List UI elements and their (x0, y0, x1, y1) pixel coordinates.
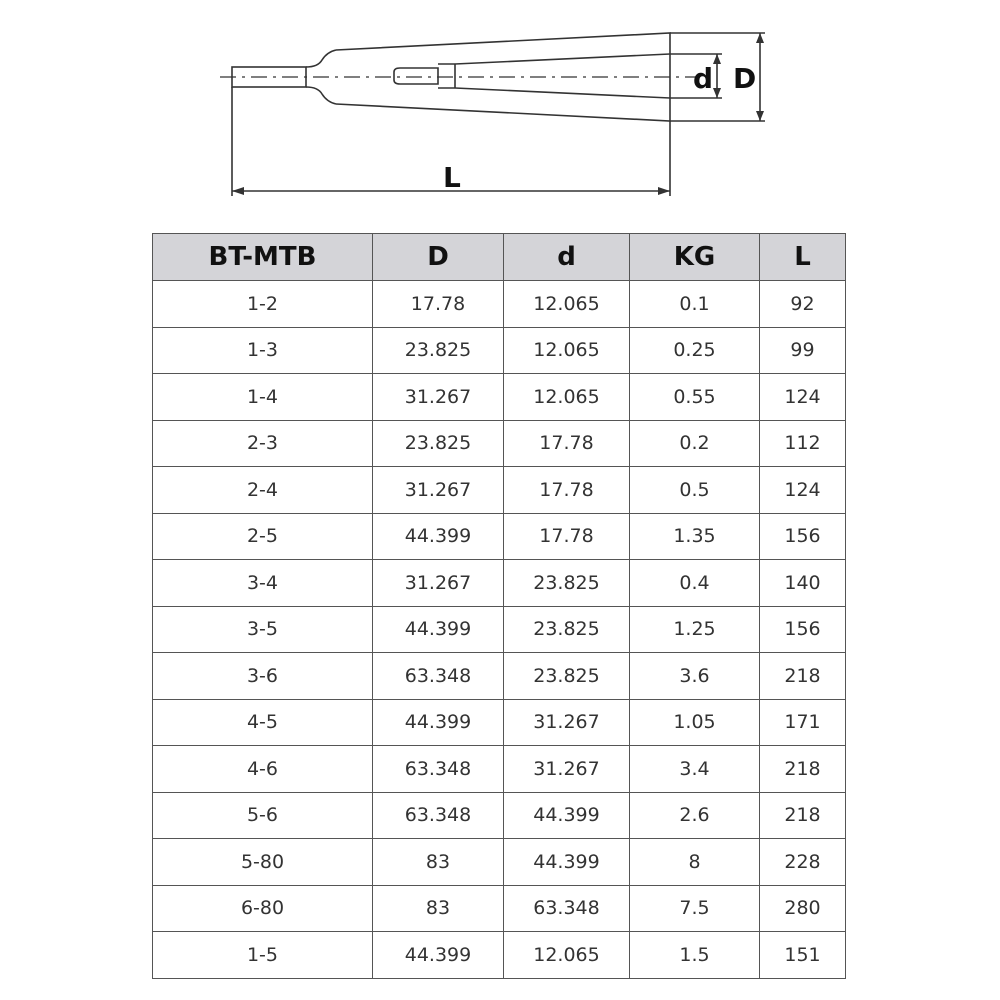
cell-small-diameter: 44.399 (504, 792, 630, 839)
cell-model: 2-3 (153, 420, 373, 467)
cell-length: 218 (760, 792, 846, 839)
cell-weight: 0.55 (630, 374, 760, 421)
cell-small-diameter: 12.065 (504, 374, 630, 421)
cell-large-diameter: 44.399 (373, 699, 504, 746)
length-label: L (443, 161, 461, 194)
cell-weight: 0.25 (630, 327, 760, 374)
cell-length: 99 (760, 327, 846, 374)
cell-small-diameter: 31.267 (504, 746, 630, 793)
cell-large-diameter: 83 (373, 839, 504, 886)
cell-model: 1-5 (153, 932, 373, 979)
column-header-large-diameter: D (373, 234, 504, 281)
cell-small-diameter: 44.399 (504, 839, 630, 886)
column-header-weight: KG (630, 234, 760, 281)
table-row (153, 606, 846, 653)
cell-small-diameter: 17.78 (504, 513, 630, 560)
table-row (153, 513, 846, 560)
cell-length: 228 (760, 839, 846, 886)
cell-length: 124 (760, 467, 846, 514)
cell-weight: 7.5 (630, 885, 760, 932)
cell-length: 171 (760, 699, 846, 746)
cell-weight: 0.1 (630, 281, 760, 328)
cell-model: 3-5 (153, 606, 373, 653)
cell-model: 2-5 (153, 513, 373, 560)
cell-length: 156 (760, 606, 846, 653)
column-header-length: L (760, 234, 846, 281)
cell-small-diameter: 12.065 (504, 932, 630, 979)
cell-length: 140 (760, 560, 846, 607)
cell-small-diameter: 17.78 (504, 467, 630, 514)
cell-large-diameter: 44.399 (373, 606, 504, 653)
table-row (153, 374, 846, 421)
cell-model: 1-4 (153, 374, 373, 421)
cell-large-diameter: 31.267 (373, 374, 504, 421)
adapter-bore (394, 68, 438, 84)
cell-model: 5-6 (153, 792, 373, 839)
cell-weight: 1.35 (630, 513, 760, 560)
cell-large-diameter: 63.348 (373, 746, 504, 793)
table-row (153, 699, 846, 746)
cell-weight: 1.5 (630, 932, 760, 979)
cell-model: 2-4 (153, 467, 373, 514)
cell-large-diameter: 17.78 (373, 281, 504, 328)
cell-small-diameter: 12.065 (504, 327, 630, 374)
cell-model: 6-80 (153, 885, 373, 932)
cell-model: 1-3 (153, 327, 373, 374)
cell-model: 1-2 (153, 281, 373, 328)
cell-weight: 0.4 (630, 560, 760, 607)
cell-length: 124 (760, 374, 846, 421)
table-row (153, 792, 846, 839)
cell-model: 4-5 (153, 699, 373, 746)
table-row (153, 932, 846, 979)
cell-small-diameter: 63.348 (504, 885, 630, 932)
cell-model: 3-4 (153, 560, 373, 607)
cell-weight: 8 (630, 839, 760, 886)
table-row (153, 281, 846, 328)
cell-weight: 3.4 (630, 746, 760, 793)
table-row (153, 885, 846, 932)
spec-table (152, 233, 846, 979)
small-diameter-label: d (693, 62, 714, 95)
cell-large-diameter: 23.825 (373, 327, 504, 374)
cell-large-diameter: 63.348 (373, 653, 504, 700)
cell-large-diameter: 44.399 (373, 513, 504, 560)
table-row (153, 653, 846, 700)
adapter-technical-drawing (0, 0, 1000, 215)
table-row (153, 467, 846, 514)
large-diameter-label: D (733, 62, 757, 95)
cell-small-diameter: 12.065 (504, 281, 630, 328)
cell-length: 218 (760, 653, 846, 700)
cell-weight: 0.2 (630, 420, 760, 467)
cell-weight: 1.05 (630, 699, 760, 746)
cell-small-diameter: 31.267 (504, 699, 630, 746)
cell-length: 280 (760, 885, 846, 932)
cell-model: 4-6 (153, 746, 373, 793)
column-header-small-diameter: d (504, 234, 630, 281)
table-row (153, 746, 846, 793)
cell-large-diameter: 31.267 (373, 467, 504, 514)
cell-length: 112 (760, 420, 846, 467)
table-row (153, 327, 846, 374)
table-body (153, 281, 846, 979)
cell-large-diameter: 83 (373, 885, 504, 932)
cell-weight: 2.6 (630, 792, 760, 839)
cell-weight: 3.6 (630, 653, 760, 700)
cell-large-diameter: 23.825 (373, 420, 504, 467)
cell-length: 218 (760, 746, 846, 793)
cell-model: 5-80 (153, 839, 373, 886)
cell-length: 92 (760, 281, 846, 328)
cell-small-diameter: 17.78 (504, 420, 630, 467)
table-row (153, 560, 846, 607)
cell-length: 156 (760, 513, 846, 560)
table-row (153, 839, 846, 886)
cell-small-diameter: 23.825 (504, 560, 630, 607)
cell-large-diameter: 44.399 (373, 932, 504, 979)
cell-small-diameter: 23.825 (504, 606, 630, 653)
cell-weight: 0.5 (630, 467, 760, 514)
cell-weight: 1.25 (630, 606, 760, 653)
cell-model: 3-6 (153, 653, 373, 700)
table-header-row (153, 234, 846, 281)
cell-large-diameter: 31.267 (373, 560, 504, 607)
column-header-model: BT-MTB (153, 234, 373, 281)
cell-length: 151 (760, 932, 846, 979)
cell-large-diameter: 63.348 (373, 792, 504, 839)
cell-small-diameter: 23.825 (504, 653, 630, 700)
table-row (153, 420, 846, 467)
